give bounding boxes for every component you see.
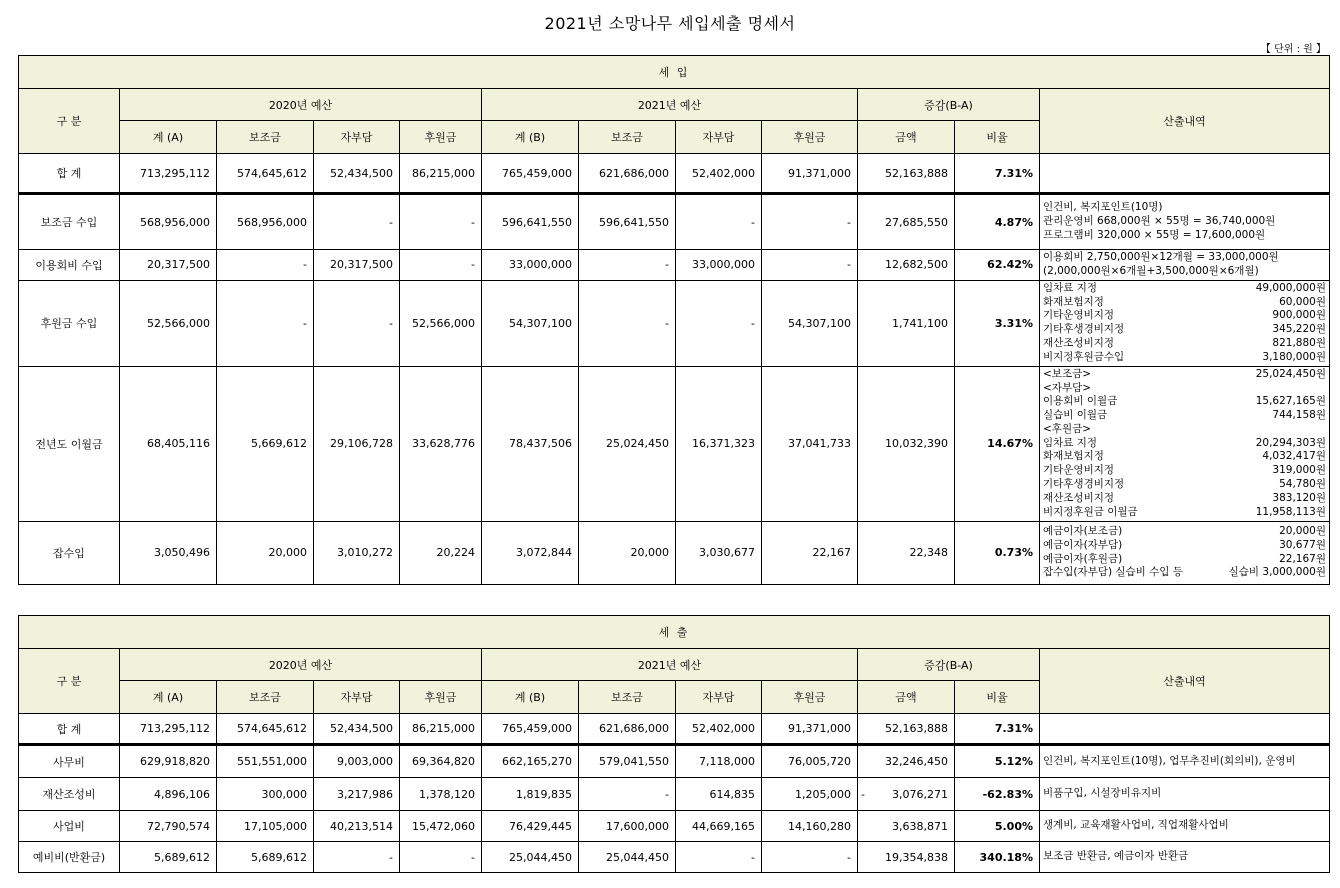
col-subsidy: 보조금 bbox=[579, 121, 676, 154]
col-sum-b: 계 (B) bbox=[482, 121, 579, 154]
minus-sign: - bbox=[861, 787, 865, 801]
cell: - bbox=[314, 842, 400, 873]
detail-item: 기타후생경비지정 bbox=[1043, 478, 1125, 491]
cell: 3,638,871 bbox=[858, 811, 955, 842]
cell: 78,437,506 bbox=[482, 366, 579, 521]
cell: 5.12% bbox=[955, 745, 1040, 778]
table-row bbox=[19, 842, 1330, 873]
col-donation: 후원금 bbox=[762, 121, 858, 154]
detail-cell bbox=[1040, 194, 1330, 250]
cell: 33,628,776 bbox=[400, 366, 482, 521]
detail-cell: 비품구입, 시설장비유지비 bbox=[1040, 778, 1330, 811]
gubun-header: 구 분 bbox=[19, 649, 120, 714]
signed-amount bbox=[861, 788, 948, 801]
detail-amount: 49,000,000원 bbox=[1255, 281, 1326, 294]
cell: 1,205,000 bbox=[762, 778, 858, 811]
detail-amount: 4,032,417원 bbox=[1262, 450, 1326, 463]
cell: 551,551,000 bbox=[217, 745, 314, 778]
detail-line bbox=[1043, 395, 1326, 409]
detail-amount: 744,158원 bbox=[1272, 409, 1326, 422]
cell: 25,024,450 bbox=[579, 366, 676, 521]
cell: 20,000 bbox=[579, 521, 676, 584]
cell: 568,956,000 bbox=[217, 194, 314, 250]
cell: 52,566,000 bbox=[400, 280, 482, 366]
cell: - bbox=[676, 194, 762, 250]
cell: 614,835 bbox=[676, 778, 762, 811]
income-total-row bbox=[19, 154, 1330, 194]
cell: 765,459,000 bbox=[482, 714, 579, 745]
table-row bbox=[19, 778, 1330, 811]
cell: 3.31% bbox=[955, 280, 1040, 366]
detail-amount: 821,880원 bbox=[1272, 336, 1326, 349]
detail-amount: 20,000원 bbox=[1279, 525, 1326, 537]
detail-line: 이용회비 2,750,000원×12개월 = 33,000,000원 bbox=[1043, 251, 1279, 263]
cell: 596,641,550 bbox=[482, 194, 579, 250]
cell: 15,472,060 bbox=[400, 811, 482, 842]
detail-amount: 실습비 3,000,000원 bbox=[1228, 566, 1326, 579]
col-amount: 금액 bbox=[858, 121, 955, 154]
col-donation: 후원금 bbox=[400, 121, 482, 154]
detail-amount: 345,220원 bbox=[1272, 323, 1326, 336]
detail-item: 기타후생경비지정 bbox=[1043, 323, 1125, 336]
cell: 20,224 bbox=[400, 521, 482, 584]
cell: 7.31% bbox=[955, 154, 1040, 194]
detail-amount: 11,958,113원 bbox=[1255, 505, 1326, 518]
unit-label: 【 단위 : 원 】 bbox=[1260, 44, 1326, 55]
detail-amount: 319,000원 bbox=[1272, 464, 1326, 477]
year2021-header: 2021년 예산 bbox=[482, 89, 858, 121]
col-subsidy: 보조금 bbox=[579, 681, 676, 714]
cell: 713,295,112 bbox=[120, 714, 217, 745]
detail-amount: 900,000원 bbox=[1272, 309, 1326, 322]
detail-line bbox=[1043, 566, 1326, 580]
detail-item: 재산조성비지정 bbox=[1043, 336, 1115, 349]
detail-cell bbox=[1040, 280, 1330, 366]
expense-total-row bbox=[19, 714, 1330, 745]
row-label: 예비비(반환금) bbox=[19, 842, 120, 873]
cell: 574,645,612 bbox=[217, 714, 314, 745]
change-header: 증감(B-A) bbox=[858, 649, 1040, 681]
col-donation: 후원금 bbox=[762, 681, 858, 714]
detail-header: 산출내역 bbox=[1040, 649, 1330, 714]
col-sum-a: 계 (A) bbox=[120, 121, 217, 154]
col-subsidy: 보조금 bbox=[217, 681, 314, 714]
col-ratio: 비율 bbox=[955, 681, 1040, 714]
cell: - bbox=[762, 842, 858, 873]
detail-item: 실습비 이월금 bbox=[1043, 409, 1108, 422]
income-table bbox=[18, 55, 1330, 585]
cell: 76,429,445 bbox=[482, 811, 579, 842]
detail-cell: 보조금 반환금, 예금이자 반환금 bbox=[1040, 842, 1330, 873]
detail-amount: 22,167원 bbox=[1279, 552, 1326, 565]
row-label: 합 계 bbox=[19, 154, 120, 194]
cell: -62.83% bbox=[955, 778, 1040, 811]
row-label: 사업비 bbox=[19, 811, 120, 842]
detail-amount: 3,180,000원 bbox=[1262, 350, 1326, 363]
detail-cell bbox=[1040, 154, 1330, 194]
detail-line bbox=[1043, 506, 1326, 520]
cell: 68,405,116 bbox=[120, 366, 217, 521]
col-amount: 금액 bbox=[858, 681, 955, 714]
cell: 17,600,000 bbox=[579, 811, 676, 842]
cell: 16,371,323 bbox=[676, 366, 762, 521]
income-section-header: 세 입 bbox=[19, 56, 1330, 89]
expense-section-header: 세 출 bbox=[19, 616, 1330, 649]
table-row bbox=[19, 250, 1330, 281]
cell: 340.18% bbox=[955, 842, 1040, 873]
cell: 52,163,888 bbox=[858, 154, 955, 194]
cell: 765,459,000 bbox=[482, 154, 579, 194]
cell: 1,819,835 bbox=[482, 778, 579, 811]
cell: 4,896,106 bbox=[120, 778, 217, 811]
cell: 91,371,000 bbox=[762, 714, 858, 745]
year2020-header: 2020년 예산 bbox=[120, 649, 482, 681]
detail-line bbox=[1043, 409, 1326, 423]
cell bbox=[858, 778, 955, 811]
cell: 4.87% bbox=[955, 194, 1040, 250]
cell: 20,317,500 bbox=[120, 250, 217, 281]
detail-header: 산출내역 bbox=[1040, 89, 1330, 154]
cell: - bbox=[579, 778, 676, 811]
detail-cell bbox=[1040, 250, 1330, 281]
cell: 3,217,986 bbox=[314, 778, 400, 811]
detail-amount: 60,000원 bbox=[1279, 295, 1326, 308]
cell: 14.67% bbox=[955, 366, 1040, 521]
detail-item: 예금이자(자부담) bbox=[1043, 538, 1123, 551]
col-donation: 후원금 bbox=[400, 681, 482, 714]
detail-item: 화재보험지정 bbox=[1043, 295, 1104, 308]
table-row bbox=[19, 521, 1330, 584]
cell: 54,307,100 bbox=[482, 280, 579, 366]
row-label: 전년도 이월금 bbox=[19, 366, 120, 521]
cell: 5,669,612 bbox=[217, 366, 314, 521]
cell: 3,050,496 bbox=[120, 521, 217, 584]
detail-line: 인건비, 복지포인트(10명) bbox=[1043, 201, 1163, 214]
detail-line bbox=[1043, 478, 1326, 492]
col-self: 자부담 bbox=[314, 121, 400, 154]
row-label: 후원금 수입 bbox=[19, 280, 120, 366]
detail-cell bbox=[1040, 521, 1330, 584]
cell: - bbox=[400, 250, 482, 281]
detail-line: 프로그램비 320,000 × 55명 = 17,600,000원 bbox=[1043, 228, 1266, 241]
table-row bbox=[19, 280, 1330, 366]
cell: 22,167 bbox=[762, 521, 858, 584]
col-sum-b: 계 (B) bbox=[482, 681, 579, 714]
detail-amount: 20,294,303원 bbox=[1255, 436, 1326, 449]
detail-line bbox=[1043, 553, 1326, 567]
detail-cell: 생계비, 교육재활사업비, 직업재활사업비 bbox=[1040, 811, 1330, 842]
page-title: 2021년 소망나무 세입세출 명세서 bbox=[544, 14, 796, 33]
detail-line: (2,000,000원×6개월+3,500,000원×6개월) bbox=[1043, 264, 1259, 277]
detail-item: 화재보험지정 bbox=[1043, 450, 1104, 463]
cell: - bbox=[400, 842, 482, 873]
cell: - bbox=[400, 194, 482, 250]
row-label: 잡수입 bbox=[19, 521, 120, 584]
cell: 662,165,270 bbox=[482, 745, 579, 778]
col-sum-a: 계 (A) bbox=[120, 681, 217, 714]
cell: - bbox=[314, 280, 400, 366]
year2020-header: 2020년 예산 bbox=[120, 89, 482, 121]
detail-amount: 25,024,450원 bbox=[1255, 367, 1326, 380]
cell: 29,106,728 bbox=[314, 366, 400, 521]
detail-line bbox=[1043, 450, 1326, 464]
cell: 33,000,000 bbox=[676, 250, 762, 281]
cell: 20,000 bbox=[217, 521, 314, 584]
cell: - bbox=[579, 280, 676, 366]
cell: - bbox=[762, 250, 858, 281]
col-subsidy: 보조금 bbox=[217, 121, 314, 154]
cell: 3,030,677 bbox=[676, 521, 762, 584]
detail-item: 잡수입(자부담) 실습비 수입 등 bbox=[1043, 566, 1183, 579]
cell: 568,956,000 bbox=[120, 194, 217, 250]
detail-line bbox=[1043, 382, 1326, 396]
row-label: 합 계 bbox=[19, 714, 120, 745]
detail-line bbox=[1043, 323, 1326, 337]
cell: 52,434,500 bbox=[314, 154, 400, 194]
cell: 86,215,000 bbox=[400, 714, 482, 745]
cell: 52,402,000 bbox=[676, 154, 762, 194]
cell: 69,364,820 bbox=[400, 745, 482, 778]
cell: 27,685,550 bbox=[858, 194, 955, 250]
col-self: 자부담 bbox=[676, 121, 762, 154]
gubun-header: 구 분 bbox=[19, 89, 120, 154]
detail-item: 기타운영비지정 bbox=[1043, 309, 1115, 322]
row-label: 이용회비 수입 bbox=[19, 250, 120, 281]
cell: 52,163,888 bbox=[858, 714, 955, 745]
detail-amount: 54,780원 bbox=[1279, 478, 1326, 491]
detail-amount: 383,120원 bbox=[1272, 491, 1326, 504]
detail-cell: 인건비, 복지포인트(10명), 업무추진비(회의비), 운영비 bbox=[1040, 745, 1330, 778]
expense-table bbox=[18, 615, 1330, 873]
cell: 596,641,550 bbox=[579, 194, 676, 250]
cell: 40,213,514 bbox=[314, 811, 400, 842]
cell: 17,105,000 bbox=[217, 811, 314, 842]
cell: 1,378,120 bbox=[400, 778, 482, 811]
col-ratio: 비율 bbox=[955, 121, 1040, 154]
cell: 52,402,000 bbox=[676, 714, 762, 745]
detail-item: <후원금> bbox=[1043, 422, 1092, 435]
cell: 25,044,450 bbox=[579, 842, 676, 873]
cell: 5.00% bbox=[955, 811, 1040, 842]
detail-item: 비지정후원금수입 bbox=[1043, 350, 1125, 363]
detail-line bbox=[1043, 539, 1326, 553]
cell: 0.73% bbox=[955, 521, 1040, 584]
cell: 579,041,550 bbox=[579, 745, 676, 778]
row-label: 사무비 bbox=[19, 745, 120, 778]
cell: - bbox=[314, 194, 400, 250]
cell: 7.31% bbox=[955, 714, 1040, 745]
cell: 76,005,720 bbox=[762, 745, 858, 778]
cell: 621,686,000 bbox=[579, 714, 676, 745]
cell: 25,044,450 bbox=[482, 842, 579, 873]
detail-item: 임차료 지정 bbox=[1043, 281, 1098, 294]
amount-value: 3,076,271 bbox=[892, 787, 948, 801]
cell: 52,566,000 bbox=[120, 280, 217, 366]
cell: 22,348 bbox=[858, 521, 955, 584]
detail-item: 예금이자(보조금) bbox=[1043, 525, 1123, 537]
detail-line bbox=[1043, 282, 1326, 296]
detail-amount: 15,627,165원 bbox=[1255, 395, 1326, 408]
cell: - bbox=[676, 842, 762, 873]
detail-line bbox=[1043, 351, 1326, 365]
detail-cell bbox=[1040, 714, 1330, 745]
detail-line bbox=[1043, 492, 1326, 506]
cell: - bbox=[762, 194, 858, 250]
cell: 300,000 bbox=[217, 778, 314, 811]
detail-line bbox=[1043, 368, 1326, 382]
cell: 7,118,000 bbox=[676, 745, 762, 778]
row-label: 보조금 수입 bbox=[19, 194, 120, 250]
detail-item: 이용회비 이월금 bbox=[1043, 395, 1118, 408]
cell: - bbox=[217, 280, 314, 366]
cell: 37,041,733 bbox=[762, 366, 858, 521]
detail-item: <보조금> bbox=[1043, 367, 1092, 380]
cell: 9,003,000 bbox=[314, 745, 400, 778]
col-self: 자부담 bbox=[314, 681, 400, 714]
detail-item: 임차료 지정 bbox=[1043, 436, 1098, 449]
cell: 621,686,000 bbox=[579, 154, 676, 194]
cell: 33,000,000 bbox=[482, 250, 579, 281]
cell: 574,645,612 bbox=[217, 154, 314, 194]
detail-line bbox=[1043, 309, 1326, 323]
cell: 20,317,500 bbox=[314, 250, 400, 281]
table-row bbox=[19, 366, 1330, 521]
cell: 86,215,000 bbox=[400, 154, 482, 194]
cell: 72,790,574 bbox=[120, 811, 217, 842]
detail-line: 관리운영비 668,000원 × 55명 = 36,740,000원 bbox=[1043, 215, 1276, 228]
cell: 10,032,390 bbox=[858, 366, 955, 521]
detail-line bbox=[1043, 437, 1326, 451]
cell: - bbox=[579, 250, 676, 281]
cell: 91,371,000 bbox=[762, 154, 858, 194]
row-label: 재산조성비 bbox=[19, 778, 120, 811]
cell: 62.42% bbox=[955, 250, 1040, 281]
cell: 5,689,612 bbox=[120, 842, 217, 873]
change-header: 증감(B-A) bbox=[858, 89, 1040, 121]
year2021-header: 2021년 예산 bbox=[482, 649, 858, 681]
detail-item: 예금이자(후원금) bbox=[1043, 552, 1123, 565]
cell: 44,669,165 bbox=[676, 811, 762, 842]
cell: 629,918,820 bbox=[120, 745, 217, 778]
table-row bbox=[19, 194, 1330, 250]
cell: 713,295,112 bbox=[120, 154, 217, 194]
detail-cell bbox=[1040, 366, 1330, 521]
cell: 54,307,100 bbox=[762, 280, 858, 366]
cell: 14,160,280 bbox=[762, 811, 858, 842]
detail-item: <자부담> bbox=[1043, 381, 1092, 394]
cell: 5,689,612 bbox=[217, 842, 314, 873]
detail-line bbox=[1043, 464, 1326, 478]
cell: - bbox=[217, 250, 314, 281]
detail-item: 비지정후원금 이월금 bbox=[1043, 505, 1138, 518]
cell: 3,010,272 bbox=[314, 521, 400, 584]
table-row bbox=[19, 811, 1330, 842]
cell: 19,354,838 bbox=[858, 842, 955, 873]
col-self: 자부담 bbox=[676, 681, 762, 714]
detail-line bbox=[1043, 423, 1326, 437]
cell: - bbox=[676, 280, 762, 366]
cell: 1,741,100 bbox=[858, 280, 955, 366]
detail-item: 재산조성비지정 bbox=[1043, 491, 1115, 504]
cell: 52,434,500 bbox=[314, 714, 400, 745]
detail-amount: 30,677원 bbox=[1279, 538, 1326, 551]
cell: 12,682,500 bbox=[858, 250, 955, 281]
table-row bbox=[19, 745, 1330, 778]
detail-line bbox=[1043, 525, 1326, 539]
detail-item: 기타운영비지정 bbox=[1043, 464, 1115, 477]
cell: 3,072,844 bbox=[482, 521, 579, 584]
cell: 32,246,450 bbox=[858, 745, 955, 778]
detail-line bbox=[1043, 337, 1326, 351]
detail-line bbox=[1043, 296, 1326, 310]
